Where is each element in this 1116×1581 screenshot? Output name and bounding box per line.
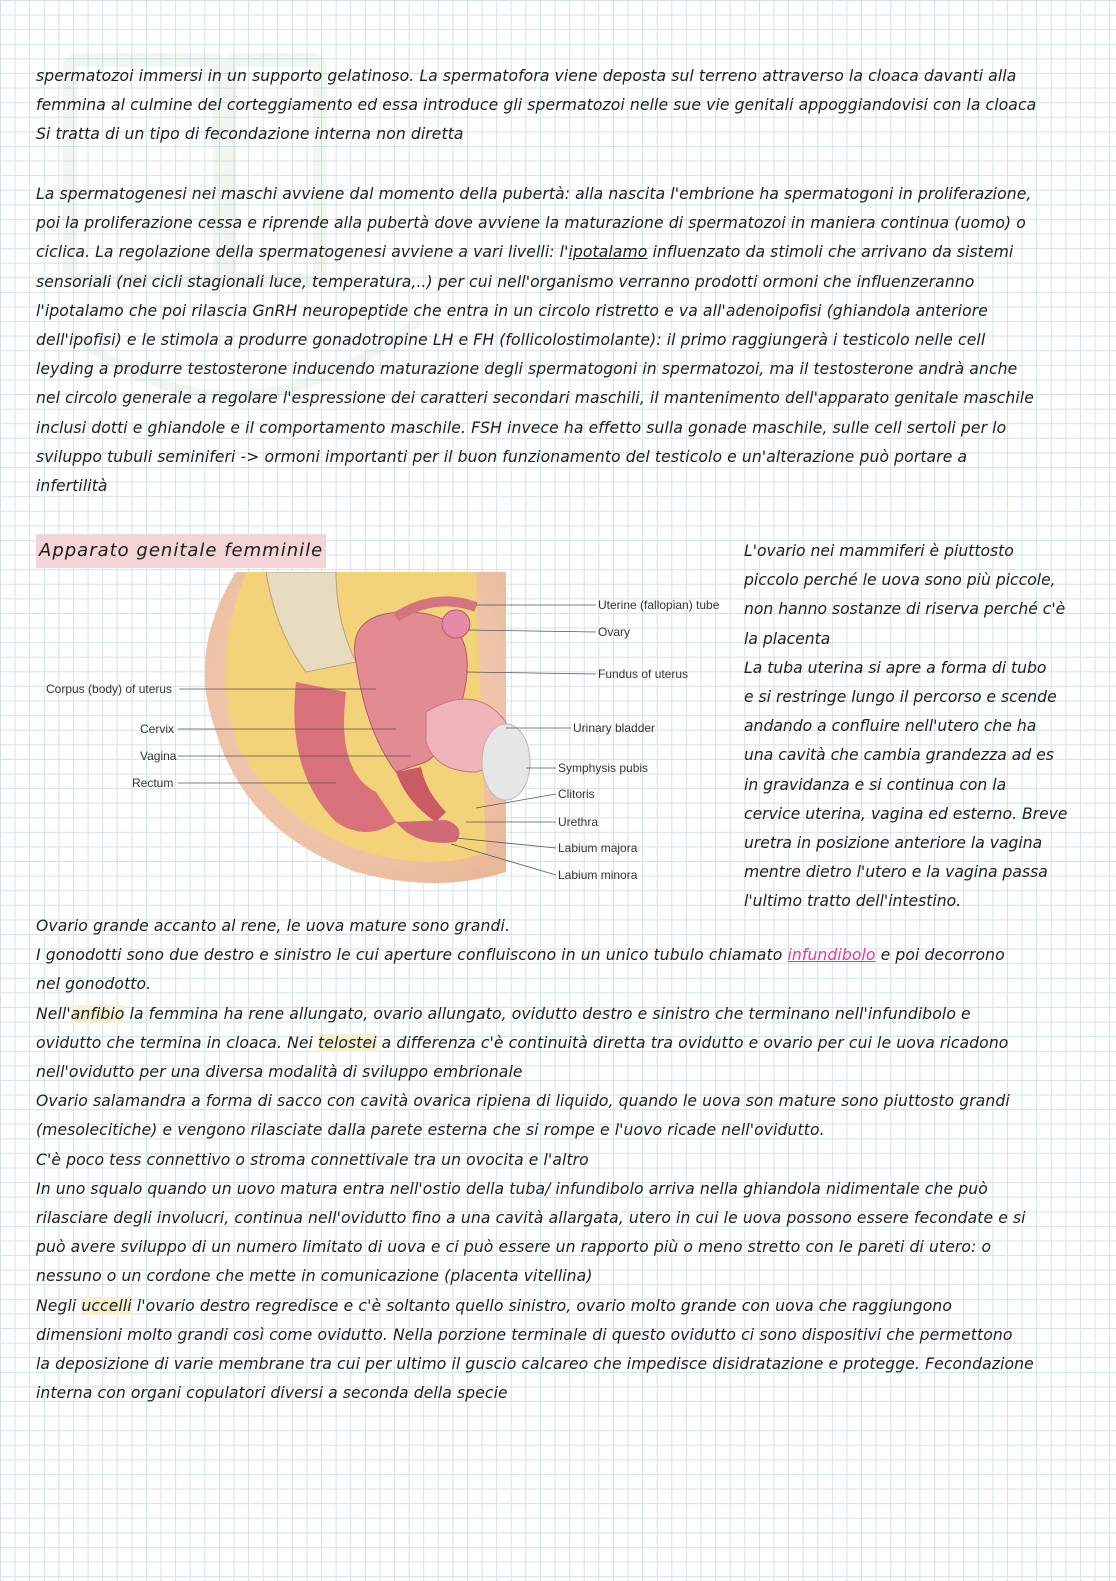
- text-line: spermatozoi immersi in un supporto gelatinoso. La spermatofora viene deposta sul terreno attraverso la cloaca davanti alla: [36, 67, 1017, 85]
- text-fragment: l'ovario destro regredisce e c'è soltanto quello sinistro, ovario molto grande con uova che raggiungono: [131, 1296, 953, 1315]
- text-line: nel gonodotto.: [36, 975, 152, 994]
- comparative-paragraph: [36, 912, 1096, 1408]
- text-line: L'ovario nei mammiferi è piuttosto: [744, 542, 1014, 560]
- pubis-bone: [482, 724, 530, 800]
- label-cervix: Cervix: [140, 722, 175, 736]
- text-line: (mesolecitiche) e vengono rilasciate dalla parete esterna che si rompe e l'uovo ricade nell'ovidutto.: [36, 1121, 825, 1140]
- text-line: in gravidanza e si continua con la: [744, 775, 1007, 794]
- label-vagina: Vagina: [140, 749, 177, 763]
- text-line: nel circolo generale a regolare l'espressione dei caratteri secondari maschili, il mantenimento dell'apparato genitale maschile: [36, 389, 1034, 408]
- text-line: piccolo perché le uova sono più piccole,: [744, 571, 1056, 590]
- text-line: poi la proliferazione cessa e riprende alla pubertà dove avviene la maturazione di spermatozoi in maniera continua (uomo) o: [36, 214, 1026, 233]
- highlighted-term-infundibolo: infundibolo: [787, 946, 876, 965]
- text-line: [36, 941, 1096, 970]
- text-fragment: ciclica. La regolazione della spermatogenesi avviene a vari livelli: l': [36, 243, 569, 262]
- text-line: non hanno sostanze di riserva perché c'è: [744, 600, 1066, 619]
- text-line: nell'ovidutto per una diversa modalità di sviluppo embrionale: [36, 1063, 523, 1082]
- text-fragment: I gonodotti sono due destro e sinistro le cui aperture confluiscono in un unico tubulo chiamato: [36, 946, 788, 965]
- text-line: e si restringe lungo il percorso e scende: [744, 688, 1057, 707]
- text-line: nessuno o un cordone che mette in comunicazione (placenta vitellina): [36, 1267, 593, 1286]
- text-line: andando a confluire nell'utero che ha: [744, 717, 1037, 736]
- text-line: leyding a produrre testosterone inducendo maturazione degli spermatogoni in spermatozoi, ma il testosterone andrà anche: [36, 360, 1018, 379]
- label-labium-minora: Labium minora: [558, 868, 638, 882]
- highlighted-term-anfibio: anfibio: [70, 1004, 125, 1023]
- text-fragment: a differenza c'è continuità diretta tra ovidutto e ovario per cui le uova ricadono: [376, 1033, 1009, 1052]
- label-corpus-uterus: Corpus (body) of uterus: [46, 682, 173, 696]
- text-line: Ovario salamandra a forma di sacco con cavità ovarica ripiena di liquido, quando le uova son mature sono piuttosto grandi: [36, 1092, 1010, 1111]
- text-line: sviluppo tubuli seminiferi -> ormoni importanti per il buon funzionamento del testicolo e un'alterazione può portare a: [36, 447, 968, 466]
- label-rectum: Rectum: [132, 776, 174, 790]
- text-line: infertilità: [36, 477, 108, 496]
- text-line: una cavità che cambia grandezza ad es: [744, 746, 1054, 765]
- text-line: Ovario grande accanto al rene, le uova mature sono grandi.: [36, 917, 511, 935]
- text-line: dell'ipofisi) e le stimola a produrre gonadotropine LH e FH (follicolostimolante): il primo raggiungerà i testicolo nelle cell: [36, 331, 986, 350]
- text-line: mentre dietro l'utero e la vagina passa: [744, 863, 1048, 882]
- label-clitoris: Clitoris: [558, 787, 595, 801]
- spermatogenesis-paragraph: [36, 180, 1096, 501]
- text-fragment: influenzato da stimoli che arrivano da sistemi: [647, 243, 1014, 262]
- text-line: uretra in posizione anteriore la vagina: [744, 834, 1043, 853]
- text-line: dimensioni molto grandi così come ovidutto. Nella porzione terminale di questo ovidutto ci sono dispositivi che permettono: [36, 1325, 1013, 1344]
- text-line: sensoriali (nei cicli stagionali luce, temperatura,..) per cui nell'organismo verranno prodotti ormoni che influenzeranno: [36, 272, 975, 291]
- text-line: cervice uterina, vagina ed esterno. Breve: [744, 804, 1068, 823]
- text-line: l'ipotalamo che poi rilascia GnRH neuropeptide che entra in un circolo ristretto e va all'adenoipofisi (ghiandola anteriore: [36, 301, 988, 320]
- text-line: [36, 1000, 1096, 1029]
- highlighted-term-telostei: telostei: [318, 1033, 377, 1052]
- ovary-shape: [442, 610, 470, 638]
- label-symphysis-pubis: Symphysis pubis: [558, 761, 649, 775]
- text-line: rilasciare degli involucri, continua nell'ovidutto fino a una cavità allargata, utero in cui le uova possono essere fecondate e si: [36, 1209, 1026, 1228]
- text-line: la deposizione di varie membrane tra cui per ultimo il guscio calcareo che impedisce disidratazione e protegge. Fecondazione: [36, 1355, 1034, 1374]
- label-labium-majora: Labium majora: [558, 841, 638, 855]
- side-paragraph: [744, 537, 1104, 917]
- text-line: C'è poco tess connettivo o stroma connettivale tra un ovocita e l'altro: [36, 1150, 589, 1169]
- text-fragment: Negli: [36, 1296, 82, 1315]
- text-line: [36, 1029, 1096, 1058]
- text-line: inclusi dotti e ghiandole e il comportamento maschile. FSH invece ha effetto sulla gonade maschile, sulle cell sertoli per lo: [36, 418, 1007, 437]
- text-fragment: Nell': [36, 1004, 71, 1023]
- text-line: [36, 1292, 1096, 1321]
- text-line: la placenta: [744, 629, 831, 648]
- label-ovary: Ovary: [598, 625, 631, 639]
- highlighted-term-uccelli: uccelli: [81, 1296, 132, 1315]
- text-line: interna con organi copulatori diversi a seconda della specie: [36, 1384, 508, 1403]
- text-line: può avere sviluppo di un numero limitato di uova e ci può essere un rapporto più o meno stretto con le pareti di utero: o: [36, 1238, 992, 1257]
- text-line: La spermatogenesi nei maschi avviene dal momento della pubertà: alla nascita l'embrione ha spermatogoni in proliferazione,: [36, 185, 1032, 203]
- label-urinary-bladder: Urinary bladder: [573, 721, 656, 735]
- label-urethra: Urethra: [558, 815, 599, 829]
- section-title: Apparato genitale femminile: [36, 534, 326, 568]
- text-line: femmina al culmine del corteggiamento ed essa introduce gli spermatozoi nelle sue vie genitali appoggiandovisi con la cloaca: [36, 96, 1037, 115]
- intro-paragraph: [36, 62, 1096, 150]
- underlined-term-ipotalamo: ipotalamo: [568, 243, 648, 262]
- text-fragment: ovidutto che termina in cloaca. Nei: [36, 1033, 319, 1052]
- label-uterine-tube: Uterine (fallopian) tube: [598, 598, 720, 612]
- anatomy-figure: [36, 572, 728, 894]
- text-fragment: la femmina ha rene allungato, ovario allungato, ovidutto destro e sinistro che terminano nell'infundibolo e: [124, 1004, 971, 1023]
- text-line: l'ultimo tratto dell'intestino.: [744, 892, 962, 911]
- text-line: [36, 238, 1096, 267]
- text-line: In uno squalo quando un uovo matura entra nell'ostio della tuba/ infundibolo arriva nella ghiandola nidimentale che può: [36, 1179, 988, 1198]
- text-line: Si tratta di un tipo di fecondazione interna non diretta: [36, 125, 464, 144]
- text-line: La tuba uterina si apre a forma di tubo: [744, 658, 1047, 677]
- text-fragment: e poi decorrono: [875, 946, 1005, 965]
- label-fundus: Fundus of uterus: [598, 667, 689, 681]
